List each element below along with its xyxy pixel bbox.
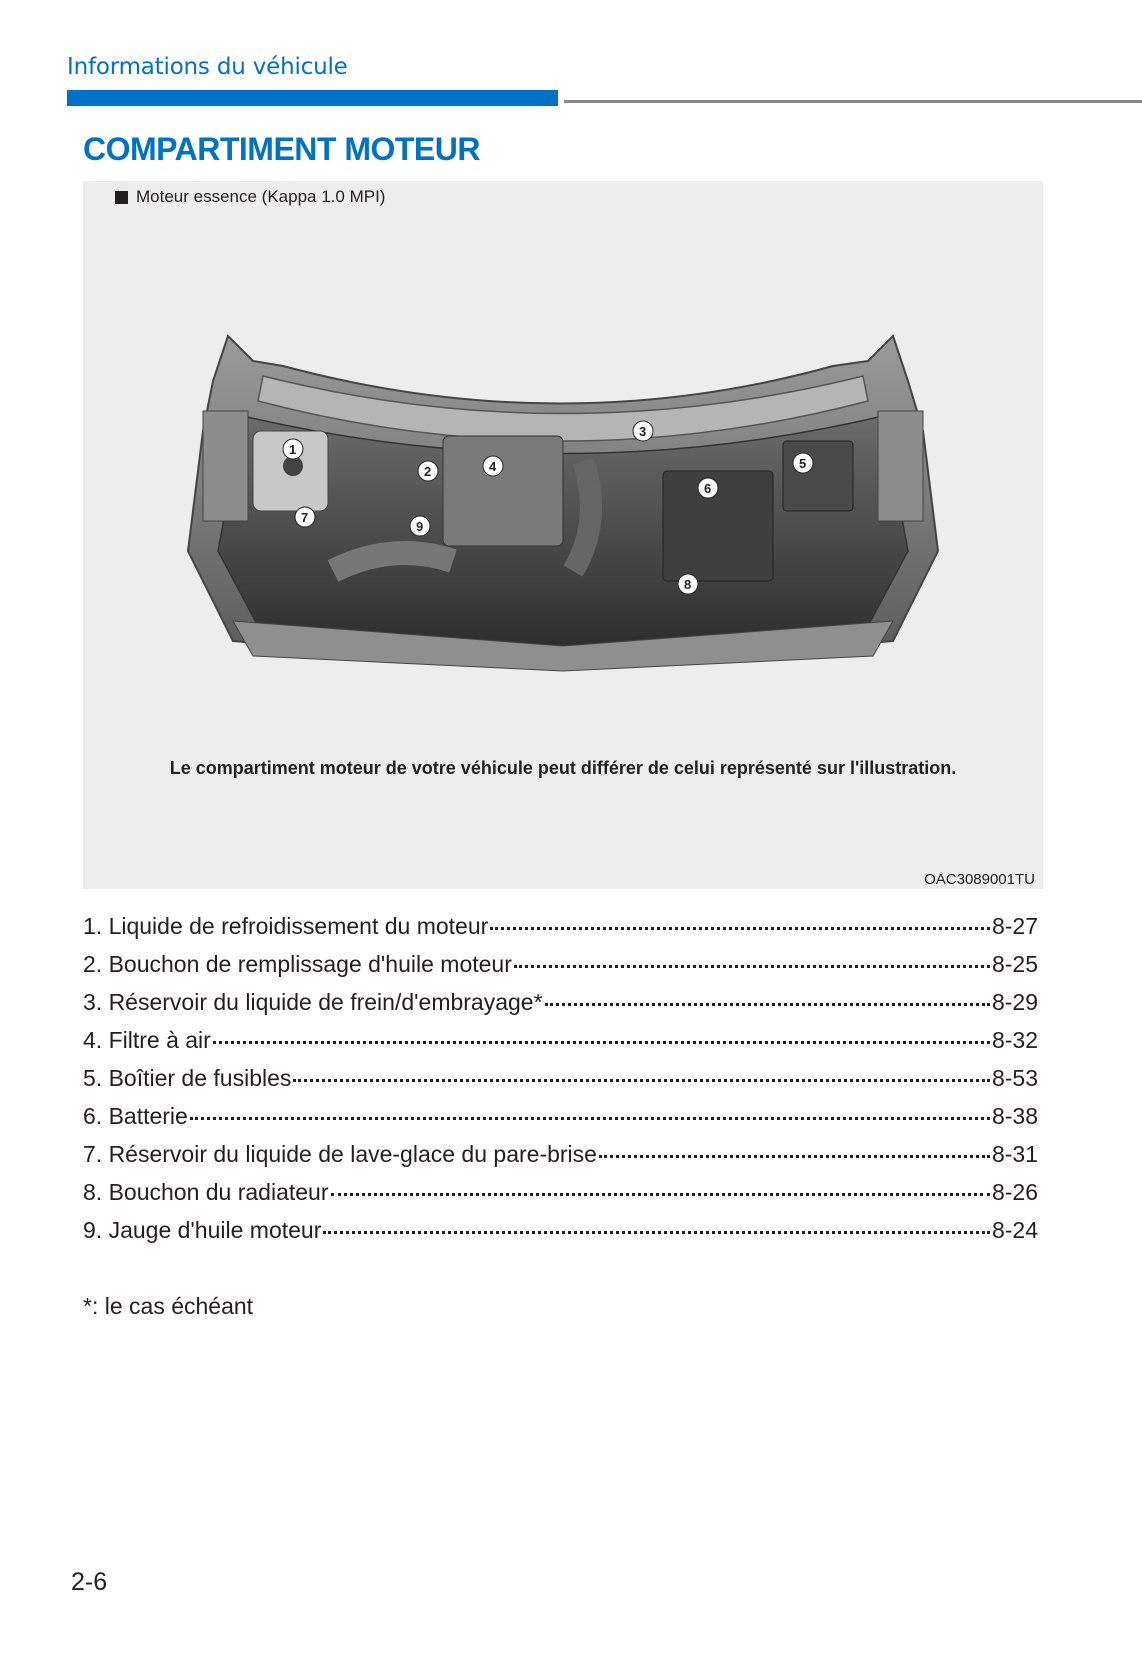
svg-text:7: 7 (301, 510, 309, 525)
svg-text:8: 8 (684, 577, 692, 592)
part-row (83, 1103, 1038, 1141)
dot-leader (323, 1231, 990, 1234)
svg-text:1: 1 (289, 442, 297, 457)
square-bullet-icon (115, 191, 128, 204)
section-header-bar (67, 90, 558, 106)
svg-text:5: 5 (799, 456, 807, 471)
part-row (83, 1217, 1038, 1255)
figure-box (83, 181, 1043, 889)
part-page-ref: 8-53 (991, 1065, 1038, 1091)
part-row (83, 1027, 1038, 1065)
dot-leader (331, 1193, 990, 1196)
svg-text:3: 3 (639, 424, 647, 439)
part-row (83, 1141, 1038, 1179)
part-label: 2. Bouchon de remplissage d'huile moteur (83, 951, 512, 977)
part-page-ref: 8-38 (991, 1103, 1038, 1129)
part-label: 3. Réservoir du liquide de frein/d'embrayage* (83, 989, 543, 1015)
figure-code: OAC3089001TU (924, 871, 1035, 888)
svg-text:2: 2 (424, 464, 432, 479)
engine-compartment-illustration (133, 321, 993, 691)
svg-text:6: 6 (704, 481, 712, 496)
part-label: 4. Filtre à air (83, 1027, 211, 1053)
part-row (83, 1179, 1038, 1217)
part-row (83, 913, 1038, 951)
part-label: 5. Boîtier de fusibles (83, 1065, 292, 1091)
callout-6-icon (698, 478, 718, 498)
part-page-ref: 8-27 (991, 913, 1038, 939)
part-page-ref: 8-26 (991, 1179, 1038, 1205)
dot-leader (545, 1003, 990, 1006)
part-label: 8. Bouchon du radiateur (83, 1179, 329, 1205)
header-rule (564, 100, 1142, 103)
part-page-ref: 8-31 (991, 1141, 1038, 1167)
part-page-ref: 8-29 (991, 989, 1038, 1015)
callout-3-icon (633, 421, 653, 441)
part-page-ref: 8-24 (991, 1217, 1038, 1243)
parts-list (83, 913, 1038, 1255)
part-row (83, 989, 1038, 1027)
callout-9-icon (410, 516, 430, 536)
dot-leader (190, 1117, 990, 1120)
dot-leader (599, 1155, 990, 1158)
svg-text:4: 4 (489, 459, 497, 474)
dot-leader (293, 1079, 990, 1082)
dot-leader (514, 965, 990, 968)
part-label: 6. Batterie (83, 1103, 188, 1129)
figure-disclaimer: Le compartiment moteur de votre véhicule peut différer de celui représenté sur l'illustration. (169, 758, 957, 778)
callout-5-icon (793, 453, 813, 473)
dot-leader (213, 1041, 990, 1044)
callout-2-icon (418, 461, 438, 481)
part-label: 1. Liquide de refroidissement du moteur (83, 913, 489, 939)
part-label: 9. Jauge d'huile moteur (83, 1217, 322, 1243)
dot-leader (490, 927, 990, 930)
callout-7-icon (295, 507, 315, 527)
callout-1-icon (283, 439, 303, 459)
callout-8-icon (678, 574, 698, 594)
section-header: Informations du véhicule (67, 54, 348, 80)
part-page-ref: 8-32 (991, 1027, 1038, 1053)
figure-caption-text: Moteur essence (Kappa 1.0 MPI) (136, 187, 386, 206)
figure-caption (115, 187, 385, 207)
svg-text:9: 9 (416, 519, 424, 534)
part-label: 7. Réservoir du liquide de lave-glace du pare-brise (83, 1141, 597, 1167)
page-title: COMPARTIMENT MOTEUR (83, 131, 480, 167)
footnote: *: le cas échéant (83, 1293, 254, 1319)
page-number: 2-6 (71, 1568, 108, 1596)
part-row (83, 1065, 1038, 1103)
part-row (83, 951, 1038, 989)
part-page-ref: 8-25 (991, 951, 1038, 977)
callout-4-icon (483, 456, 503, 476)
